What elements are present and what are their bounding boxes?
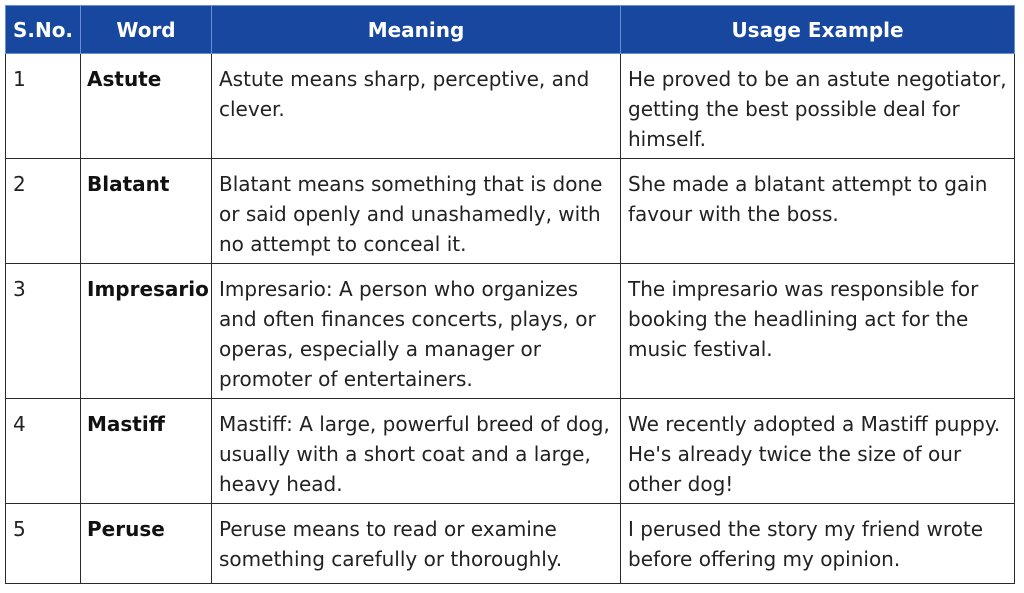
row-meaning: Impresario: A person who organizes and often finances concerts, plays, or operas, especially a manager or promoter of entertainers. (212, 264, 621, 399)
row-usage: I perused the story my friend wrote before offering my opinion. (621, 504, 1015, 584)
row-usage: The impresario was responsible for booking the headlining act for the music festival. (621, 264, 1015, 399)
row-usage: She made a blatant attempt to gain favour with the boss. (621, 159, 1015, 264)
table-header-row (6, 6, 1015, 54)
row-word: Mastiff (81, 399, 212, 504)
header-usage-example: Usage Example (621, 6, 1015, 54)
table-row (6, 54, 1015, 159)
row-word: Peruse (81, 504, 212, 584)
table-row (6, 504, 1015, 584)
row-usage: He proved to be an astute negotiator, getting the best possible deal for himself. (621, 54, 1015, 159)
table-row (6, 264, 1015, 399)
row-word: Impresario (81, 264, 212, 399)
header-sno: S.No. (6, 6, 81, 54)
row-meaning: Mastiff: A large, powerful breed of dog, usually with a short coat and a large, heavy head. (212, 399, 621, 504)
row-meaning: Peruse means to read or examine something carefully or thoroughly. (212, 504, 621, 584)
vocabulary-table-container (5, 5, 1014, 584)
vocabulary-table (5, 5, 1015, 584)
row-sno: 1 (6, 54, 81, 159)
row-usage: We recently adopted a Mastiff puppy. He's already twice the size of our other dog! (621, 399, 1015, 504)
row-meaning: Blatant means something that is done or said openly and unashamedly, with no attempt to conceal it. (212, 159, 621, 264)
row-sno: 2 (6, 159, 81, 264)
table-row (6, 159, 1015, 264)
row-word: Astute (81, 54, 212, 159)
row-sno: 5 (6, 504, 81, 584)
table-row (6, 399, 1015, 504)
header-meaning: Meaning (212, 6, 621, 54)
row-word: Blatant (81, 159, 212, 264)
row-sno: 3 (6, 264, 81, 399)
header-word: Word (81, 6, 212, 54)
row-meaning: Astute means sharp, perceptive, and clever. (212, 54, 621, 159)
row-sno: 4 (6, 399, 81, 504)
